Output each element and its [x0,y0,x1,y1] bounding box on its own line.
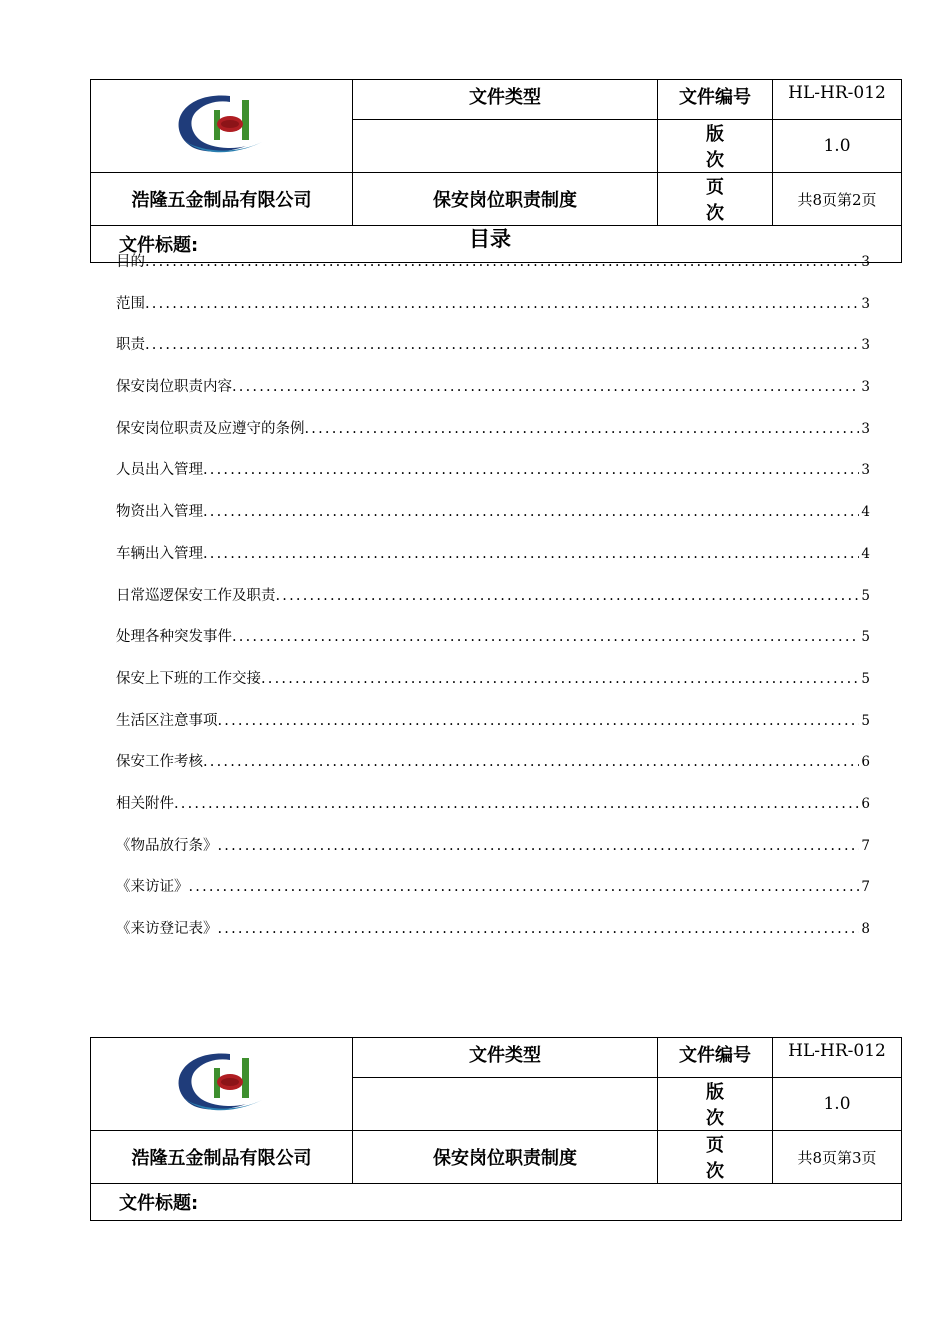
toc-entry-page: 7 [861,837,870,854]
version-label: 版 次 [658,1078,773,1131]
toc-entry[interactable] [116,625,870,667]
toc-entry[interactable] [116,917,870,959]
toc-entry[interactable] [116,667,870,709]
toc-entry-title: 范围 [116,295,145,312]
doc-type-label: 文件类型 [353,1038,658,1078]
version-value: 1.0 [773,120,902,173]
toc-entry-page: 7 [861,879,870,896]
toc-leader-dots [276,584,860,608]
toc-entry-title: 《来访证》 [116,879,189,896]
toc-leader-dots [145,250,859,274]
toc-entry[interactable] [116,417,870,459]
toc-leader-dots [261,667,859,691]
toc-entry-page: 5 [861,587,870,604]
toc-entry-page: 5 [861,670,870,687]
company-name: 浩隆五金制品有限公司 [91,1131,353,1184]
toc-entry-page: 6 [861,795,870,812]
toc-entry-title: 保安岗位职责及应遵守的条例 [116,420,305,437]
doc-no-value: HL-HR-012 [773,1038,902,1078]
toc-leader-dots [232,375,859,399]
toc-entry-page: 3 [861,379,870,396]
page-label: 页 次 [658,173,773,226]
toc-entry[interactable] [116,458,870,500]
toc-entry-title: 《来访登记表》 [116,921,218,937]
toc-entry-title: 目的 [116,254,145,270]
toc-list [116,250,870,959]
toc-entry-page: 4 [861,504,870,521]
toc-entry[interactable] [116,750,870,792]
toc-entry-title: 职责 [116,337,145,354]
toc-heading: 目录 [469,227,511,251]
doc-type-value [353,1078,658,1131]
toc-leader-dots [174,792,859,816]
toc-entry-page: 4 [861,545,870,562]
toc-leader-dots [203,458,859,482]
toc-entry-title: 保安岗位职责内容 [116,379,232,396]
page-value: 共8页第2页 [773,173,902,226]
company-logo-icon [172,90,272,156]
doc-no-label: 文件编号 [658,1038,773,1078]
toc-leader-dots [203,750,859,774]
toc-entry-title: 保安工作考核 [116,754,203,771]
toc-leader-dots [218,834,860,858]
toc-entry[interactable] [116,709,870,751]
document-header-bottom [90,1037,902,1221]
doc-no-label: 文件编号 [658,80,773,120]
logo-cell [91,80,353,173]
file-title-label: 文件标题: [91,226,902,263]
doc-title: 保安岗位职责制度 [353,173,658,226]
toc-entry[interactable] [116,834,870,876]
toc-entry[interactable] [116,250,870,292]
toc-entry-page: 3 [861,420,870,437]
page-label: 页 次 [658,1131,773,1184]
toc-entry[interactable] [116,500,870,542]
doc-title: 保安岗位职责制度 [353,1131,658,1184]
toc-leader-dots [232,625,859,649]
toc-entry-page: 5 [861,629,870,646]
toc-entry-page: 6 [861,754,870,771]
version-label: 版 次 [658,120,773,173]
toc-entry-title: 相关附件 [116,795,174,812]
company-name: 浩隆五金制品有限公司 [91,173,353,226]
toc-entry-title: 物资出入管理 [116,504,203,521]
company-logo-icon [172,1048,272,1114]
version-value: 1.0 [773,1078,902,1131]
toc-entry-page: 5 [861,712,870,729]
toc-entry[interactable] [116,333,870,375]
doc-no-value: HL-HR-012 [773,80,902,120]
toc-entry[interactable] [116,584,870,626]
toc-entry-title: 日常巡逻保安工作及职责 [116,587,276,604]
toc-leader-dots [203,542,859,566]
toc-entry-page: 3 [861,254,870,270]
toc-entry[interactable] [116,792,870,834]
toc-entry-title: 人员出入管理 [116,462,203,479]
toc-entry-page: 3 [861,295,870,312]
file-title-label: 文件标题: [91,1184,902,1221]
toc-entry[interactable] [116,542,870,584]
toc-entry-title: 《物品放行条》 [116,837,218,854]
doc-type-value [353,120,658,173]
toc-entry-title: 处理各种突发事件 [116,629,232,646]
toc-entry-title: 保安上下班的工作交接 [116,670,261,687]
toc-leader-dots [305,417,860,441]
toc-entry[interactable] [116,375,870,417]
toc-entry-page: 3 [861,462,870,479]
toc-entry-title: 生活区注意事项 [116,712,218,729]
toc-leader-dots [218,917,860,941]
toc-leader-dots [218,709,860,733]
toc-entry-page: 8 [861,921,870,937]
toc-entry[interactable] [116,292,870,334]
toc-leader-dots [203,500,859,524]
toc-entry-title: 车辆出入管理 [116,545,203,562]
toc-leader-dots [189,875,860,899]
toc-leader-dots [145,333,859,357]
doc-type-label: 文件类型 [353,80,658,120]
logo-cell [91,1038,353,1131]
toc-entry-page: 3 [861,337,870,354]
page-value: 共8页第3页 [773,1131,902,1184]
toc-leader-dots [145,292,859,316]
toc-entry[interactable] [116,875,870,917]
